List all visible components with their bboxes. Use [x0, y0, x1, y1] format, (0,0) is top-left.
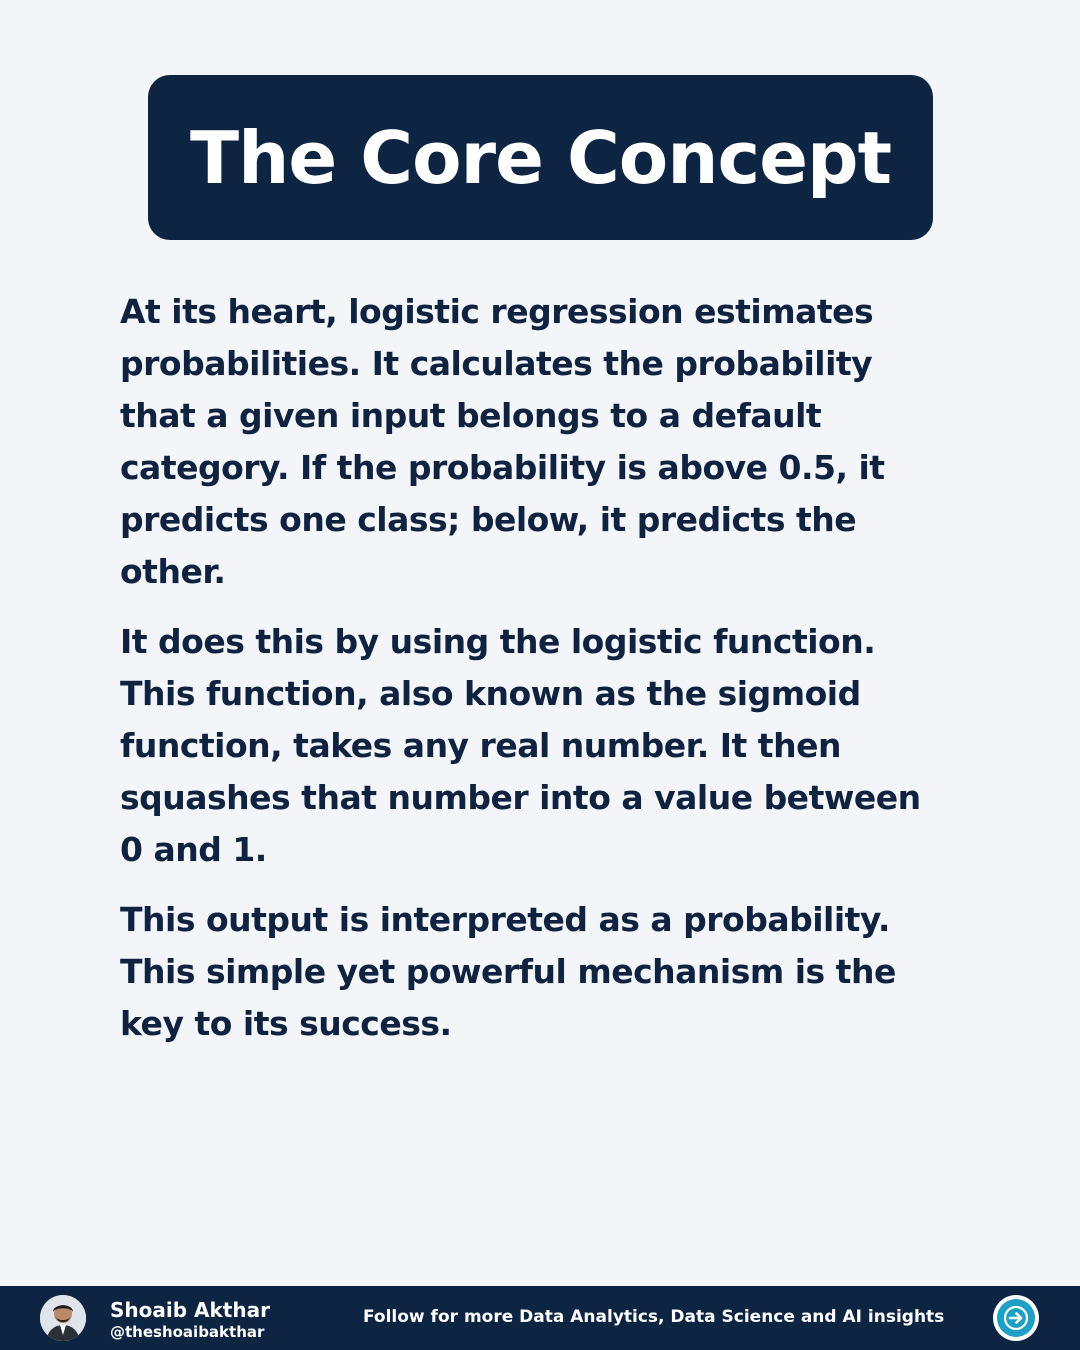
footer-bar: [0, 1286, 1080, 1350]
author-name: Shoaib Akthar: [110, 1298, 270, 1322]
page-title: The Core Concept: [189, 115, 891, 200]
paragraph-3: This output is interpreted as a probability. This simple yet powerful mechanism is the key to its success.: [120, 900, 896, 1043]
next-button[interactable]: [993, 1295, 1039, 1341]
follow-cta: Follow for more Data Analytics, Data Science and AI insights: [363, 1307, 945, 1327]
paragraph-2: It does this by using the logistic function. This function, also known as the sigmoid function, takes any real number. It then squashes that number into a value between 0 and 1.: [120, 622, 921, 869]
body-content: [120, 286, 950, 1068]
arrow-right-icon: [997, 1299, 1035, 1337]
paragraph-1: At its heart, logistic regression estimates probabilities. It calculates the probability that a given input belongs to a default category. If the probability is above 0.5, it predicts one class; below, it predicts the other.: [120, 292, 885, 591]
profile-photo-icon: [40, 1295, 86, 1341]
title-banner: [148, 75, 933, 240]
avatar: [40, 1295, 86, 1341]
author-handle[interactable]: @theshoaibakthar: [110, 1323, 265, 1341]
